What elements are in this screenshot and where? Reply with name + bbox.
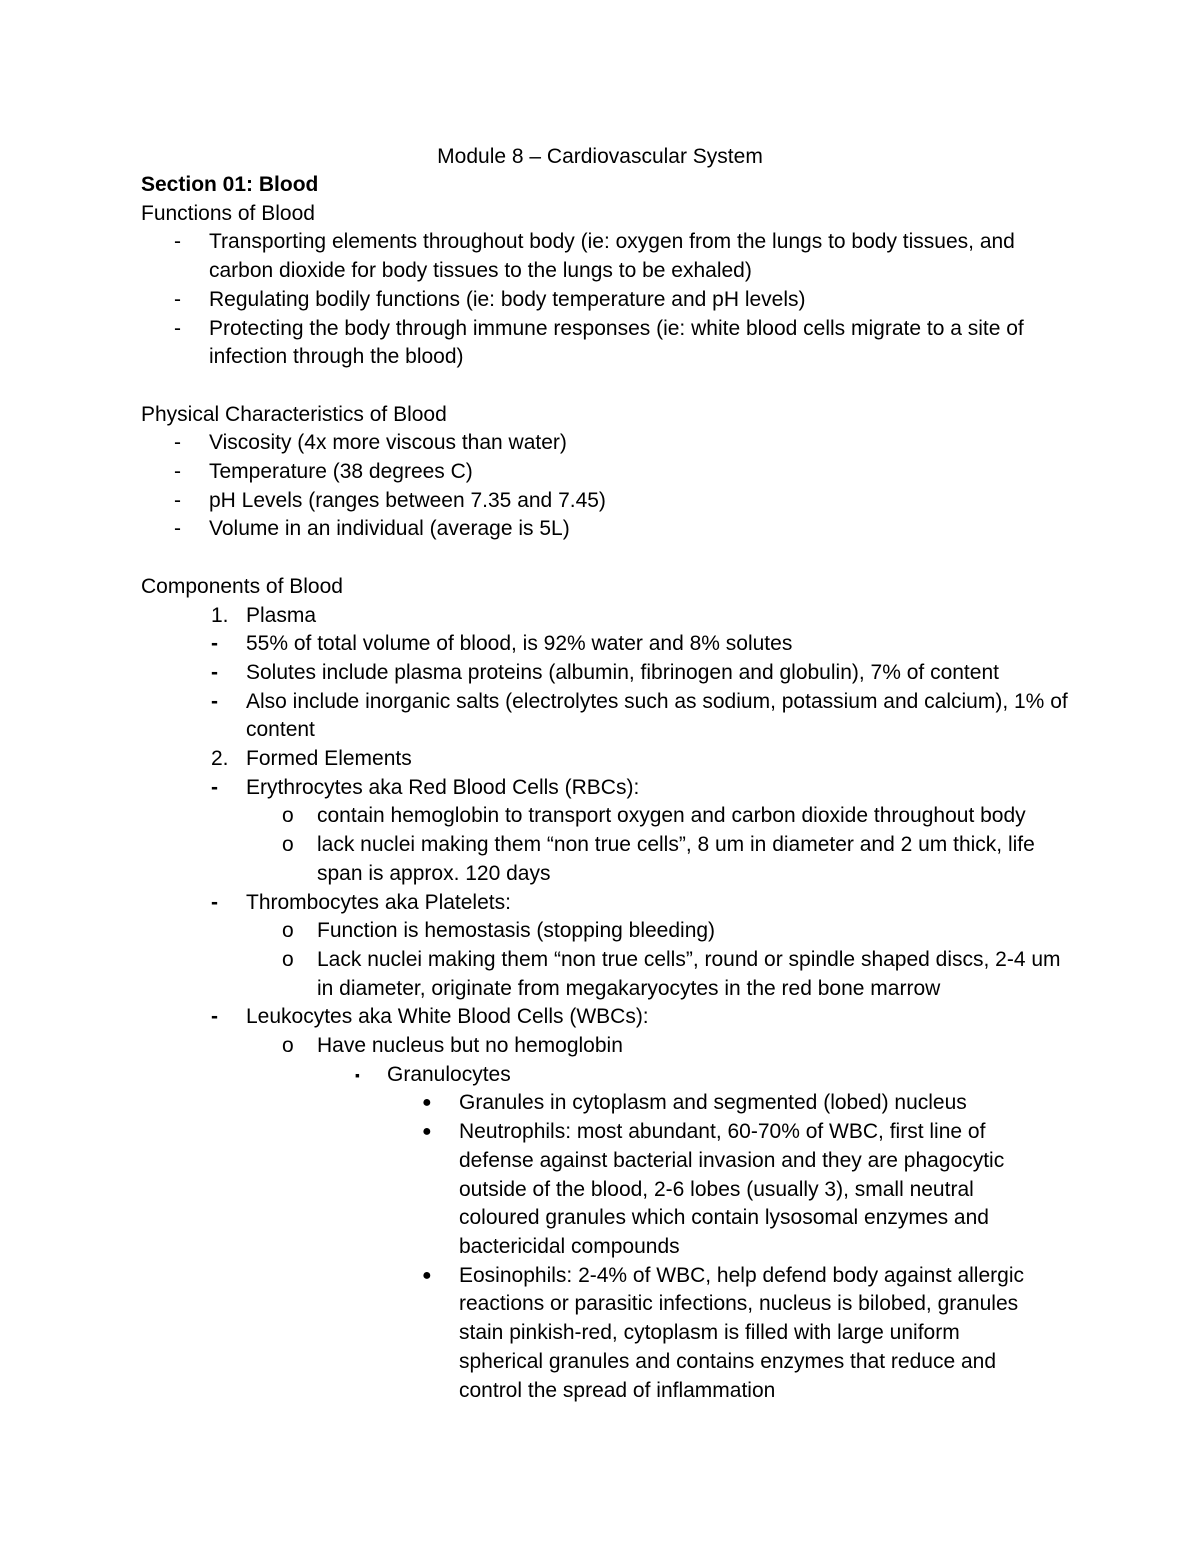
sub-list-item [141, 946, 1101, 1003]
list-item-text: Volume in an individual (average is 5L) [209, 517, 570, 541]
sub-list-item-text: Lack nuclei making them “non true cells”, round or spindle shaped discs, 2-4 um in diameter, originate from megakaryocytes in the red bone marrow [317, 947, 1061, 1000]
sub-sub-list-item [141, 1061, 1101, 1090]
page-title: Module 8 – Cardiovascular System [437, 145, 763, 168]
numbered-item-plasma [141, 602, 1101, 631]
numbered-item-formed-elements [141, 745, 1101, 774]
list-item-text: Viscosity (4x more viscous than water) [209, 431, 567, 455]
list-item [141, 688, 1101, 745]
sub-list-item-text: Have nucleus but no hemoglobin [317, 1034, 623, 1058]
numbered-item-label: Plasma [246, 603, 317, 627]
sub-list-item [141, 917, 1101, 946]
dash-marker: - [174, 287, 181, 311]
document-body [141, 171, 1101, 1405]
sub-list-item-text: contain hemoglobin to transport oxygen and carbon dioxide throughout body [317, 804, 1026, 828]
spacer [141, 544, 1101, 573]
dash-marker: - [174, 460, 181, 484]
list-item-text: Also include inorganic salts (electrolytes such as sodium, potassium and calcium), 1% of content [246, 689, 1068, 742]
sub-list-item [141, 831, 1101, 888]
list-item-text: Protecting the body through immune responses (ie: white blood cells migrate to a site of infection through the blood) [209, 316, 1024, 369]
list-item-leukocytes [141, 1003, 1101, 1032]
circle-marker: o [282, 947, 294, 971]
bullet-marker: ● [422, 1094, 432, 1112]
bullet-item [141, 1262, 1101, 1406]
dash-marker: - [211, 890, 218, 914]
dash-marker: - [211, 1005, 218, 1029]
bullet-item [141, 1089, 1101, 1118]
list-item [141, 429, 1101, 458]
dash-marker: - [174, 230, 181, 254]
list-item-text: 55% of total volume of blood, is 92% water and 8% solutes [246, 632, 793, 656]
bullet-item-text: Eosinophils: 2-4% of WBC, help defend body against allergic reactions or parasitic infections, nucleus is bilobed, granules stain pinkish-red, cytoplasm is filled with large uniform spherical granules and contains enzymes that reduce and control the spread of inflammation [459, 1263, 1024, 1402]
list-item [141, 315, 1101, 372]
dash-marker: - [174, 316, 181, 340]
bullet-marker: ● [422, 1266, 432, 1284]
list-item [141, 659, 1101, 688]
sub-sub-list-item-text: Granulocytes [387, 1062, 511, 1086]
bullet-item [141, 1118, 1101, 1262]
list-item-text: Leukocytes aka White Blood Cells (WBCs): [246, 1005, 649, 1029]
list-item [141, 515, 1101, 544]
circle-marker: o [282, 919, 294, 943]
dash-marker: - [174, 517, 181, 541]
bullet-marker: ● [422, 1123, 432, 1141]
sub-list-item-text: Function is hemostasis (stopping bleeding) [317, 919, 716, 943]
functions-heading: Functions of Blood [141, 201, 315, 225]
components-heading: Components of Blood [141, 574, 343, 598]
square-marker: ▪ [355, 1066, 360, 1083]
item-number: 1. [211, 603, 229, 627]
bullet-item-text: Granules in cytoplasm and segmented (lobed) nucleus [459, 1091, 967, 1115]
sub-list-item [141, 1032, 1101, 1061]
spacer [141, 372, 1101, 401]
list-item-erythrocytes [141, 774, 1101, 803]
list-item-thrombocytes [141, 889, 1101, 918]
list-item-text: pH Levels (ranges between 7.35 and 7.45) [209, 488, 606, 512]
list-item-text: Regulating bodily functions (ie: body temperature and pH levels) [209, 287, 806, 311]
dash-marker: - [211, 660, 218, 684]
item-number: 2. [211, 747, 229, 771]
dash-marker: - [174, 488, 181, 512]
dash-marker: - [174, 431, 181, 455]
physical-heading: Physical Characteristics of Blood [141, 402, 447, 426]
list-item-text: Thrombocytes aka Platelets: [246, 890, 511, 914]
circle-marker: o [282, 1034, 294, 1058]
list-item-text: Solutes include plasma proteins (albumin, fibrinogen and globulin), 7% of content [246, 660, 999, 684]
list-item-text: Erythrocytes aka Red Blood Cells (RBCs): [246, 775, 640, 799]
dash-marker: - [211, 632, 218, 656]
sub-list-item-text: lack nuclei making them “non true cells”, 8 um in diameter and 2 um thick, life span is approx. 120 days [317, 833, 1035, 885]
numbered-item-label: Formed Elements [246, 747, 412, 771]
list-item [141, 630, 1101, 659]
circle-marker: o [282, 804, 294, 828]
dash-marker: - [211, 689, 218, 713]
list-item [141, 286, 1101, 315]
bullet-item-text: Neutrophils: most abundant, 60-70% of WBC, first line of defense against bacterial invasion and they are phagocytic outside of the blood, 2-6 lobes (usually 3), small neutral coloured granules which contain lysosomal enzymes and bactericidal compounds [459, 1120, 1005, 1258]
dash-marker: - [211, 775, 218, 799]
list-item [141, 228, 1101, 285]
list-item [141, 487, 1101, 516]
section-heading: Section 01: Blood [141, 173, 319, 196]
list-item-text: Temperature (38 degrees C) [209, 460, 473, 484]
list-item [141, 458, 1101, 487]
circle-marker: o [282, 833, 294, 857]
list-item-text: Transporting elements throughout body (ie: oxygen from the lungs to body tissues, and carbon dioxide for body tissues to the lungs to be exhaled) [209, 230, 1015, 283]
sub-list-item [141, 802, 1101, 831]
